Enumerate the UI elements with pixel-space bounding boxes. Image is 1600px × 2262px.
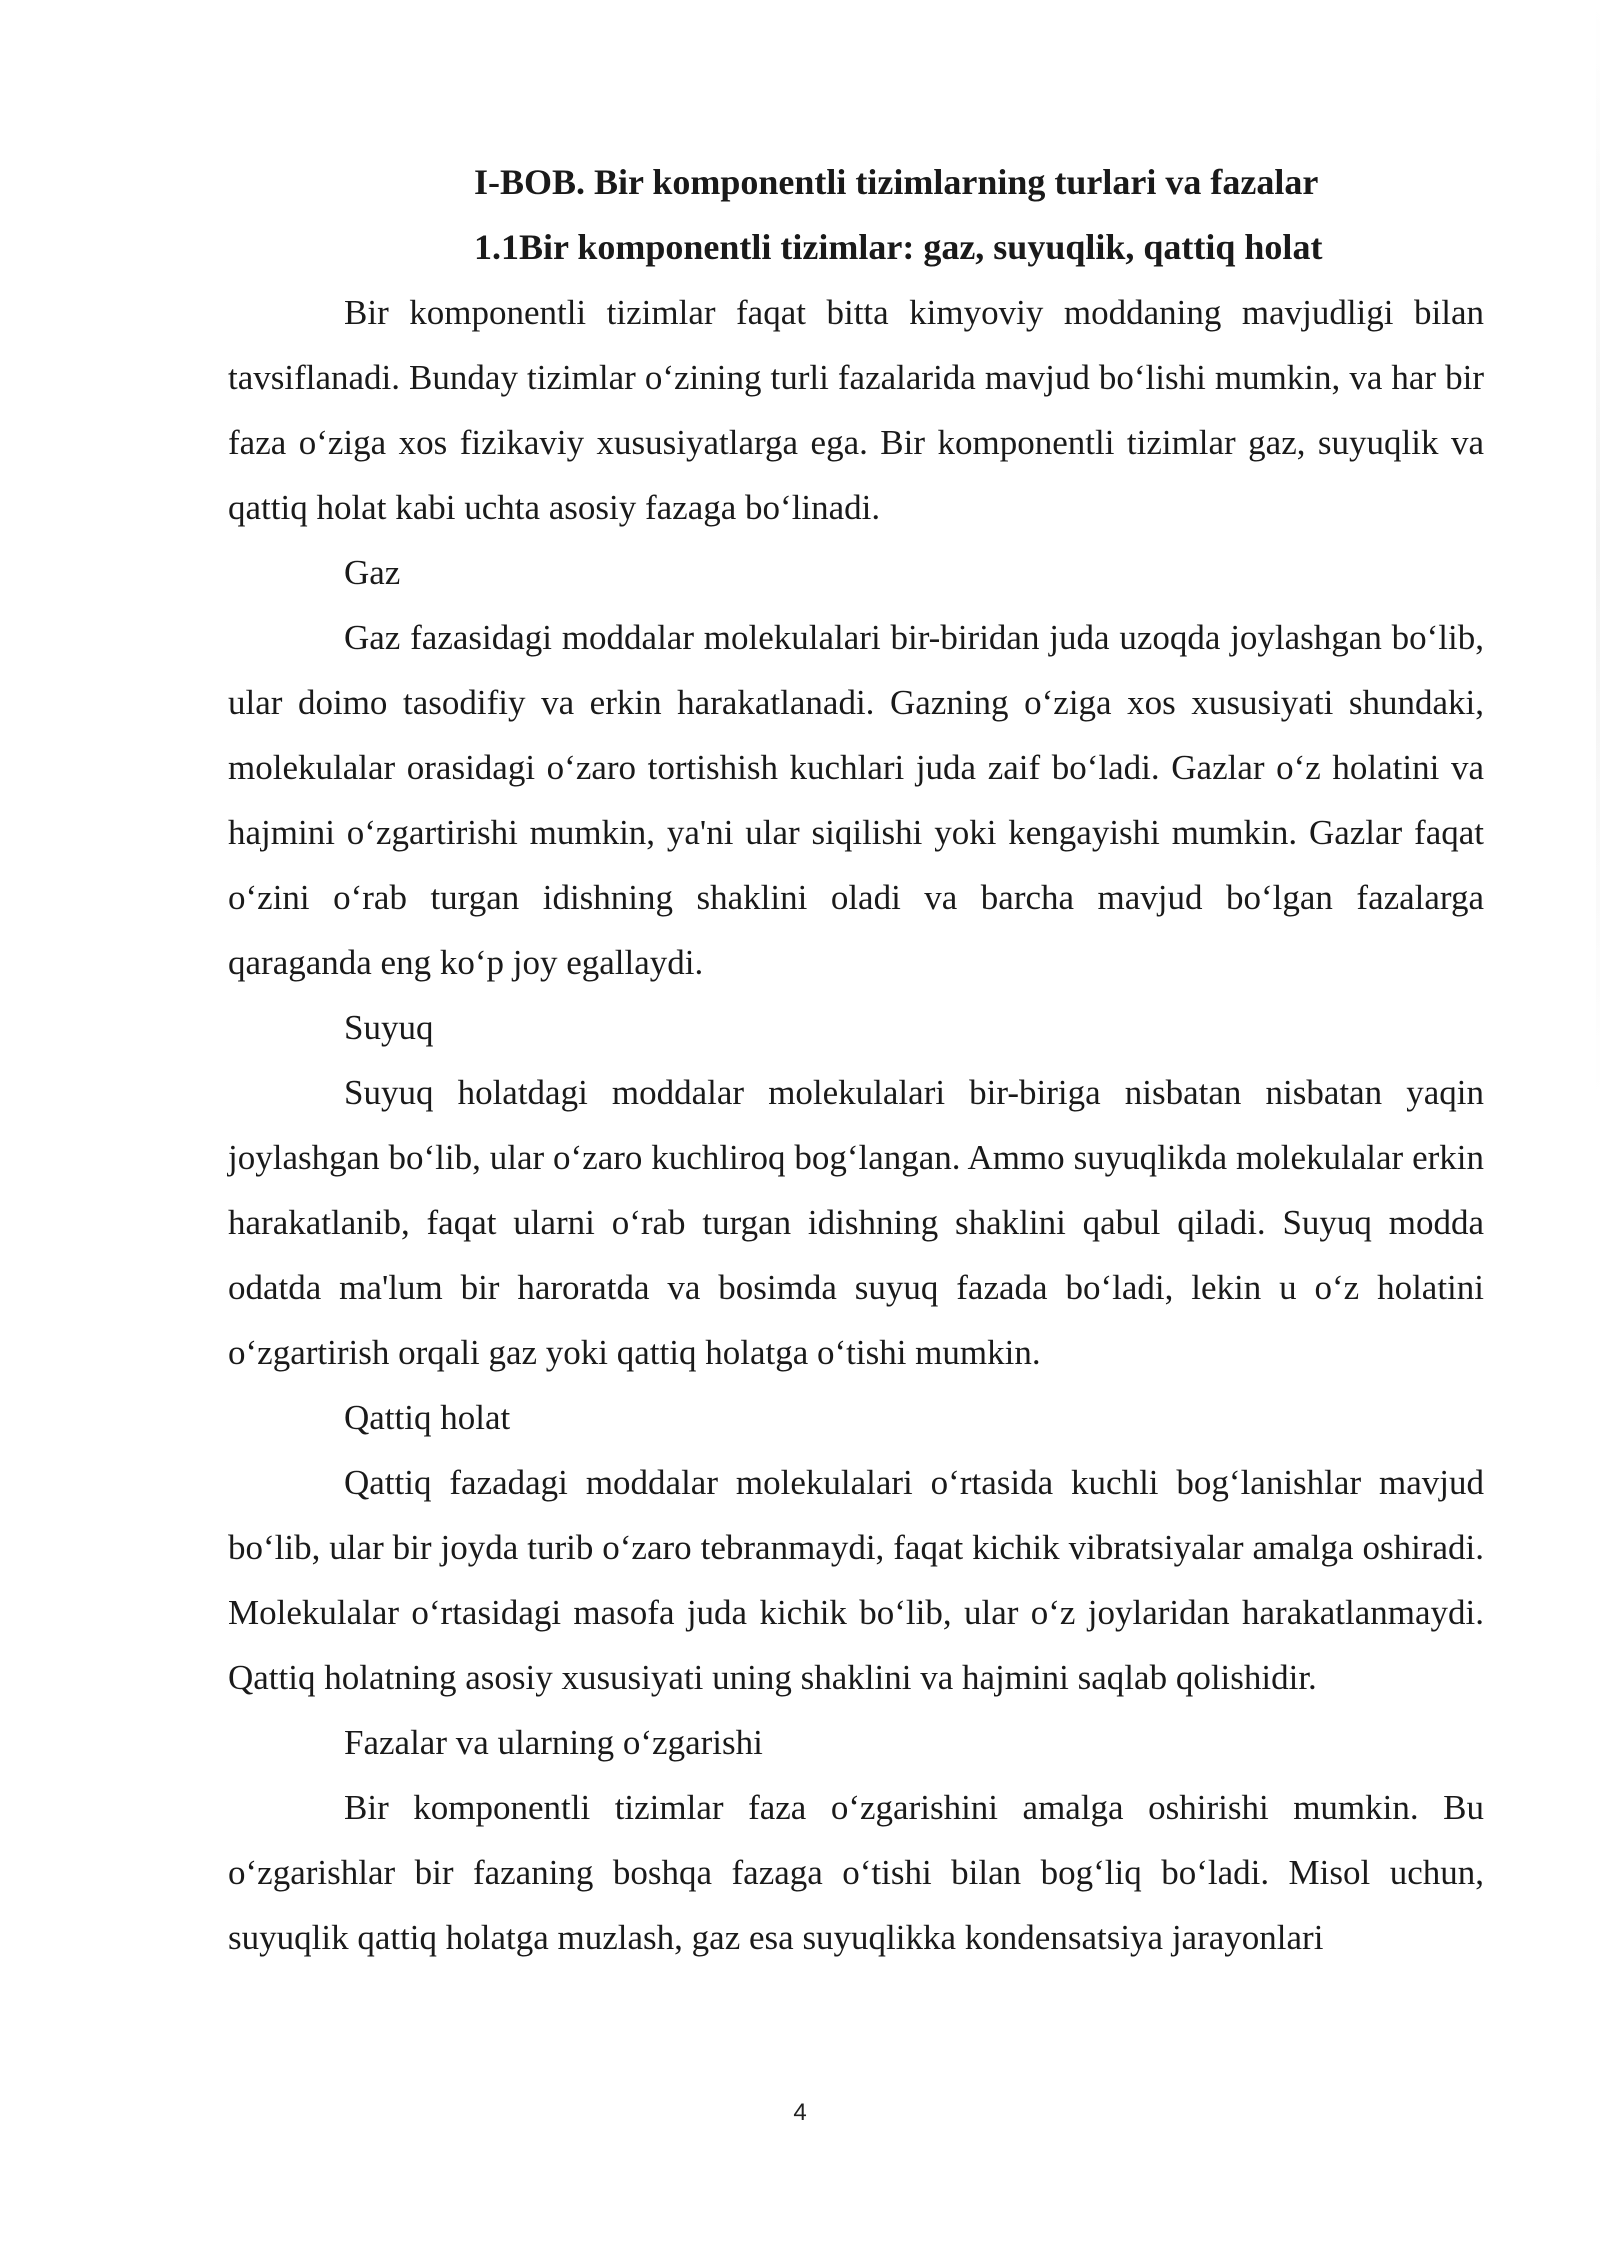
- page-number: 4: [793, 2099, 807, 2126]
- chapter-title: I-BOB. Bir komponentli tizimlarning turlari va fazalar: [474, 162, 1319, 202]
- gas-subheading: Gaz: [344, 553, 401, 592]
- phases-paragraph: Bir komponentli tizimlar faza o‘zgarishini amalga oshirishi mumkin. Bu o‘zgarishlar bir fazaning boshqa fazaga o‘tishi bilan bog‘liq bo‘ladi. Misol uchun, suyuqlik qattiq holatga muzlash, gaz esa suyuqlikka kondensatsiya jarayonlari: [228, 1788, 1484, 1957]
- solid-subheading: Qattiq holat: [344, 1398, 511, 1437]
- gas-paragraph: Gaz fazasidagi moddalar molekulalari bir-biridan juda uzoqda joylashgan bo‘lib, ular doimo tasodifiy va erkin harakatlanadi. Gazning o‘ziga xos xususiyati shundaki, molekulalar orasidagi o‘zaro tortishish kuchlari juda zaif bo‘ladi. Gazlar o‘z holatini va hajmini o‘zgartirishi mumkin, ya'ni ular siqilishi yoki kengayishi mumkin. Gazlar faqat o‘zini o‘rab turgan idishning shaklini oladi va barcha mavjud bo‘lgan fazalarga qaraganda eng ko‘p joy egallaydi.: [228, 618, 1484, 982]
- liquid-paragraph: Suyuq holatdagi moddalar molekulalari bir-biriga nisbatan nisbatan yaqin joylashgan bo‘lib, ular o‘zaro kuchliroq bog‘langan. Ammo suyuqlikda molekulalar erkin harakatlanib, faqat ularni o‘rab turgan idishning shaklini qabul qiladi. Suyuq modda odatda ma'lum bir haroratda va bosimda suyuq fazada bo‘ladi, lekin u o‘z holatini o‘zgartirish orqali gaz yoki qattiq holatga o‘tishi mumkin.: [228, 1073, 1484, 1372]
- liquid-subheading: Suyuq: [344, 1008, 434, 1047]
- intro-paragraph: Bir komponentli tizimlar faqat bitta kimyoviy moddaning mavjudligi bilan tavsiflanadi. Bunday tizimlar o‘zining turli fazalarida mavjud bo‘lishi mumkin, va har bir faza o‘ziga xos fizikaviy xususiyatlarga ega. Bir komponentli tizimlar gaz, suyuqlik va qattiq holat kabi uchta asosiy fazaga bo‘linadi.: [228, 293, 1484, 527]
- page-content: [228, 150, 1484, 1970]
- section-title: 1.1Bir komponentli tizimlar: gaz, suyuqlik, qattiq holat: [474, 227, 1323, 267]
- solid-paragraph: Qattiq fazadagi moddalar molekulalari o‘rtasida kuchli bog‘lanishlar mavjud bo‘lib, ular bir joyda turib o‘zaro tebranmaydi, faqat kichik vibratsiyalar amalga oshiradi. Molekulalar o‘rtasidagi masofa juda kichik bo‘lib, ular o‘z joylaridan harakatlanmaydi. Qattiq holatning asosiy xususiyati uning shaklini va hajmini saqlab qolishidir.: [228, 1463, 1484, 1697]
- page-edge-shadow: [1596, 0, 1600, 1100]
- phases-subheading: Fazalar va ularning o‘zgarishi: [344, 1723, 763, 1762]
